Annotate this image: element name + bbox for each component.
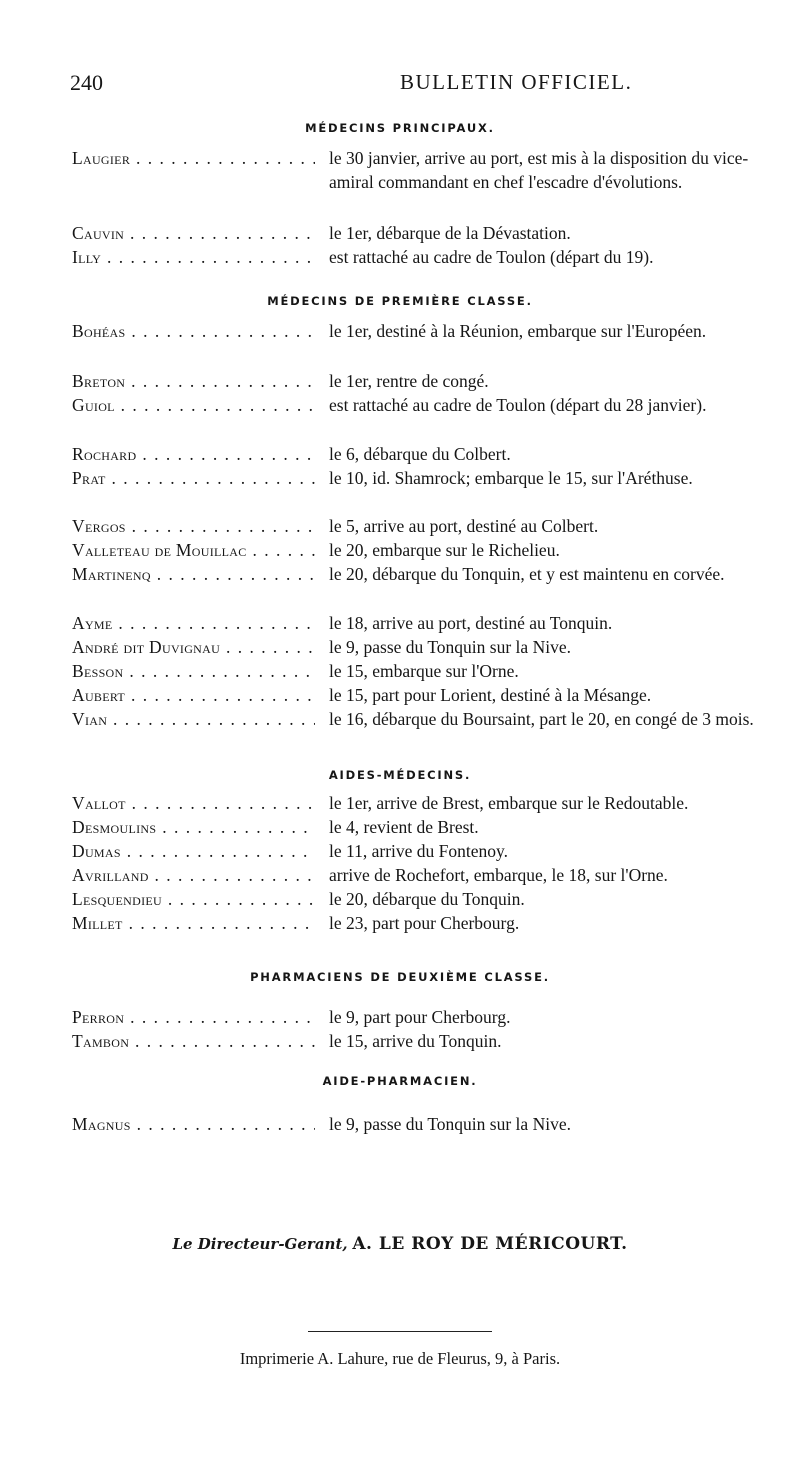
officer-name: Vallot . . . [72, 791, 315, 815]
movement-text: le 23, part pour Cherbourg. [329, 913, 520, 933]
officer-name: Perron . . . [72, 1005, 315, 1029]
movement-text: le 6, débarque du Colbert. [329, 444, 511, 464]
movement-text: le 20, débarque du Tonquin. [329, 889, 525, 909]
signature-label: Le Directeur-Gerant, [172, 1235, 348, 1253]
officer-name: Besson . . . [72, 659, 315, 683]
movement-text: le 5, arrive au port, destiné au Colbert. [329, 516, 599, 536]
section-heading: PHARMACIENS DE DEUXIÈME CLASSE. [250, 970, 550, 984]
printer-imprint: Imprimerie A. Lahure, rue de Fleurus, 9, à Paris. [239, 1349, 561, 1368]
movement-text: le 4, revient de Brest. [329, 817, 479, 837]
movement-text: le 1er, rentre de congé. [329, 371, 489, 391]
officer-name: Avrilland . . . [72, 863, 315, 887]
section-heading: AIDES-MÉDECINS. [328, 768, 472, 782]
movement-text: le 1er, arrive de Brest, embarque sur le Redoutable. [329, 793, 689, 813]
officer-name: Breton . . . [72, 369, 315, 393]
movement-text: le 30 janvier, arrive au port, est mis à la disposition du vice-amiral commandant en chef l'escadre d'évolutions. [329, 148, 749, 192]
footer-rule [308, 1331, 492, 1332]
movement-text: est rattaché au cadre de Toulon (départ du 28 janvier). [329, 395, 707, 415]
movement-text: est rattaché au cadre de Toulon (départ du 19). [329, 247, 654, 267]
movement-text: le 9, passe du Tonquin sur la Nive. [329, 1114, 571, 1134]
officer-name: Millet . . . [72, 911, 315, 935]
officer-name: Laugier . . . [72, 146, 315, 170]
officer-name: Aubert . . . [72, 683, 315, 707]
page-header [60, 70, 748, 106]
movement-text: le 9, part pour Cherbourg. [329, 1007, 511, 1027]
officer-name: Prat . . . [72, 466, 315, 490]
officer-name: Rochard . . . [72, 442, 315, 466]
officer-name: Guiol . . . [72, 393, 315, 417]
movement-text: le 11, arrive du Fontenoy. [329, 841, 509, 861]
movement-text: le 20, embarque sur le Richelieu. [329, 540, 560, 560]
officer-name: Bohéas . . . [72, 319, 315, 343]
officer-name: Ayme . . . [72, 611, 315, 635]
officer-name: Cauvin . . . [72, 221, 315, 245]
officer-name: Martinenq . . . [72, 562, 315, 586]
movement-text: le 20, débarque du Tonquin, et y est maintenu en corvée. [329, 564, 725, 584]
section-heading: MÉDECINS PRINCIPAUX. [305, 121, 495, 135]
officer-name: Vian . . . [72, 707, 315, 731]
officer-name: Illy . . . [72, 245, 315, 269]
officer-name: André dit Duvignau . . . [72, 635, 315, 659]
signature-line [0, 1233, 800, 1255]
running-title: BULLETIN OFFICIEL. [400, 70, 633, 94]
officer-name: Tambon . . . [72, 1029, 315, 1053]
officer-name: Desmoulins . . . [72, 815, 315, 839]
section-heading: MÉDECINS DE PREMIÈRE CLASSE. [267, 294, 533, 308]
officer-name: Valleteau de Mouillac . . . [72, 538, 315, 562]
movement-text: arrive de Rochefort, embarque, le 18, sur l'Orne. [329, 865, 668, 885]
movement-text: le 1er, destiné à la Réunion, embarque sur l'Européen. [329, 321, 707, 341]
page-number: 240 [70, 70, 103, 95]
officer-name: Vergos . . . [72, 514, 315, 538]
movement-text: le 16, débarque du Boursaint, part le 20, en congé de 3 mois. [329, 709, 754, 729]
movement-text: le 9, passe du Tonquin sur la Nive. [329, 637, 571, 657]
movement-text: le 15, arrive du Tonquin. [329, 1031, 502, 1051]
signature-name: A. LE ROY DE MÉRICOURT. [352, 1234, 628, 1254]
officer-name: Dumas . . . [72, 839, 315, 863]
movement-text: le 15, embarque sur l'Orne. [329, 661, 519, 681]
movement-text: le 15, part pour Lorient, destiné à la Mésange. [329, 685, 652, 705]
officer-name: Lesquendieu . . . [72, 887, 315, 911]
officer-name: Magnus . . . [72, 1112, 315, 1136]
movement-text: le 18, arrive au port, destiné au Tonquin. [329, 613, 613, 633]
movement-text: le 10, id. Shamrock; embarque le 15, sur l'Aréthuse. [329, 468, 693, 488]
section-heading: AIDE-PHARMACIEN. [322, 1074, 478, 1088]
movement-text: le 1er, débarque de la Dévastation. [329, 223, 571, 243]
